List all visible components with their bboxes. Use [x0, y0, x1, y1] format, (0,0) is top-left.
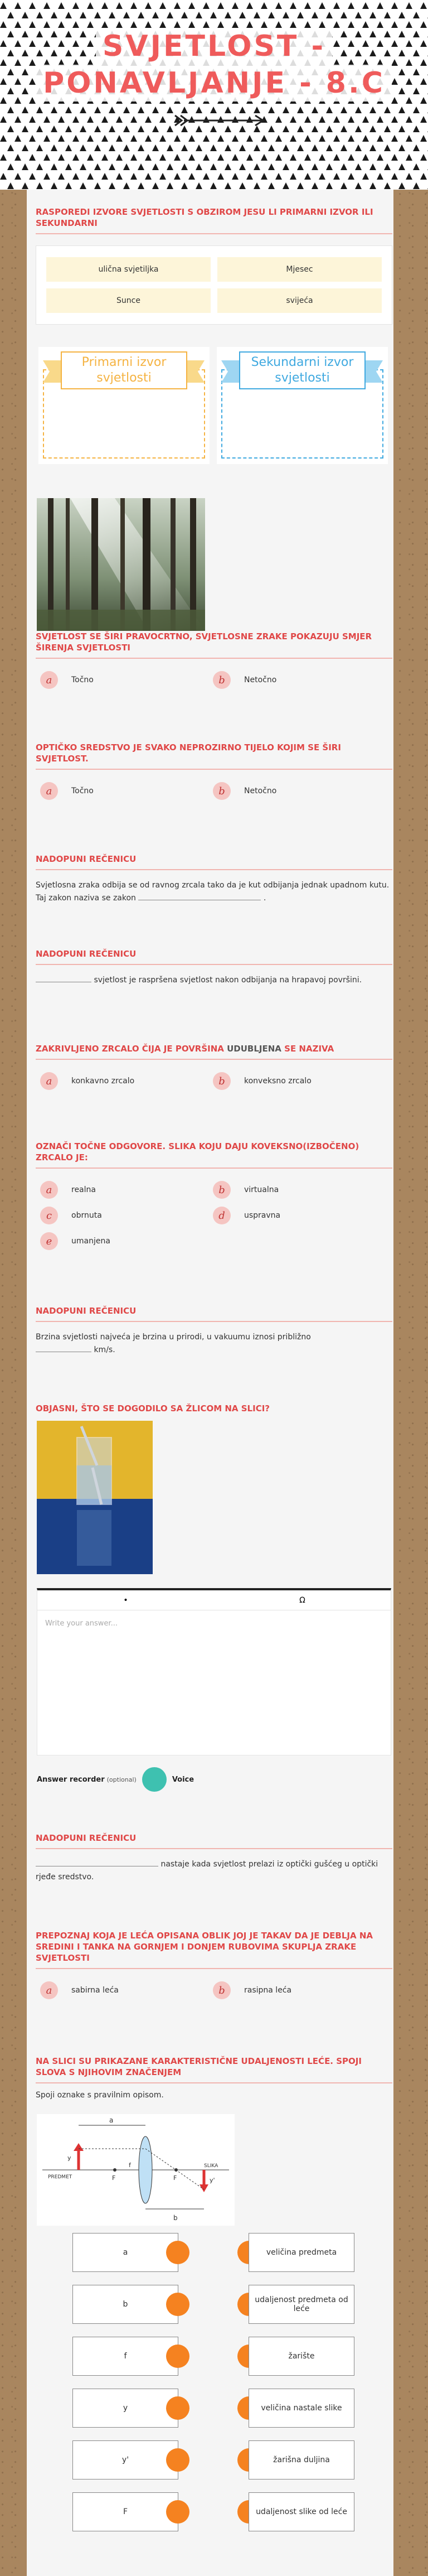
question-text	[36, 974, 392, 987]
text-before: Brzina svjetlosti najveća je brzina u prirodi, u vakuumu iznosi približno	[36, 1333, 311, 1342]
bucket-primary[interactable]	[38, 347, 210, 464]
match-left-dot[interactable]	[166, 2396, 189, 2420]
bullet-list-icon[interactable]: •	[123, 1595, 128, 1605]
option-badge: c	[40, 1207, 58, 1224]
question-title: NADOPUNI REČENICU	[36, 853, 392, 870]
question-title: PREPOZNAJ KOJA JE LEĆA OPISANA OBLIK JOJ JE TAKAV DA JE DEBLJA NA SREDINI I TANKA NA GORNJEM I DONJEM RUBOVIMA SKUPLJA ZRAKE SVJETLOSTI	[36, 1930, 392, 1969]
match-right-item[interactable]: udaljenost predmeta od leće	[249, 2285, 354, 2324]
blank-input[interactable]	[36, 975, 91, 982]
match-left-dot[interactable]	[166, 2500, 189, 2524]
blank-input[interactable]	[36, 1344, 91, 1352]
diagram-label-f2: F	[173, 2174, 177, 2182]
bucket-secondary[interactable]	[217, 347, 388, 464]
option-badge: a	[40, 671, 58, 689]
question-title	[36, 1043, 392, 1060]
question-title: NADOPUNI REČENICU	[36, 1832, 392, 1849]
diagram-label-f: f	[129, 2162, 131, 2169]
option-badge: a	[40, 1072, 58, 1090]
recorder-label: Answer recorder	[37, 1775, 105, 1784]
option-b[interactable]	[208, 1979, 381, 2001]
question-text	[36, 1331, 392, 1357]
option-badge: b	[213, 1181, 231, 1199]
option-a[interactable]	[36, 1179, 208, 1201]
question-title: NADOPUNI REČENICU	[36, 1305, 392, 1322]
question-fill-2	[36, 948, 392, 987]
diagram-label-predmet: PREDMET	[48, 2174, 72, 2180]
title-before: ZAKRIVLJENO ZRCALO ČIJA JE POVRŠINA	[36, 1044, 227, 1054]
option-badge: a	[40, 782, 58, 800]
match-left-dot[interactable]	[166, 2293, 189, 2316]
option-a[interactable]	[36, 669, 208, 691]
option-badge: b	[213, 671, 231, 689]
option-a[interactable]	[36, 1979, 208, 2001]
diagram-label-f1: F	[112, 2174, 116, 2182]
question-title: OZNAČI TOČNE ODGOVORE. SLIKA KOJU DAJU KOVEKSNO(IZBOČENO) ZRCALO JE:	[36, 1141, 392, 1169]
option-label: realna	[71, 1185, 96, 1194]
page-title-line2: PONAVLJANJE - 8.C	[36, 65, 392, 102]
question-title: NA SLICI SU PRIKAZANE KARAKTERISTIČNE UDALJENOSTI LEĆE. SPOJI SLOVA S NJIHOVIM ZNAČENJEM	[36, 2056, 392, 2083]
option-label: Netočno	[244, 676, 277, 684]
match-left-dot[interactable]	[166, 2241, 189, 2264]
question-fill-3	[36, 1305, 392, 1357]
sort-item[interactable]: Mjesec	[217, 257, 382, 282]
match-left-item[interactable]: f	[72, 2337, 178, 2376]
special-chars-icon[interactable]: Ω	[299, 1595, 305, 1605]
sort-item[interactable]: Sunce	[46, 288, 211, 313]
text-after: nastaje kada svjetlost prelazi iz optički gušćeg u optički rjeđe sredstvo.	[36, 1860, 378, 1882]
match-left-dot[interactable]	[166, 2448, 189, 2472]
match-left-item[interactable]: y	[72, 2389, 178, 2428]
option-b[interactable]	[208, 1070, 381, 1092]
option-badge: b	[213, 1981, 231, 1999]
option-badge: e	[40, 1232, 58, 1250]
title-box	[0, 28, 428, 102]
question-true-false-1	[36, 631, 392, 691]
option-d[interactable]	[208, 1204, 381, 1227]
option-label: konveksno zrcalo	[244, 1077, 312, 1086]
option-badge: b	[213, 782, 231, 800]
question-sort	[36, 206, 392, 325]
option-a[interactable]	[36, 780, 208, 802]
match-right-item[interactable]: žarišna duljina	[249, 2440, 354, 2479]
sort-items-box	[36, 245, 392, 325]
diagram-label-slika: SLIKA	[204, 2163, 218, 2169]
spoon-glass-image	[37, 1421, 153, 1574]
option-badge: a	[40, 1181, 58, 1199]
bucket-primary-label: Primarni izvor svjetlosti	[61, 351, 187, 389]
answer-recorder	[37, 1767, 194, 1792]
option-label: rasipna leća	[244, 1986, 292, 1995]
match-right-item[interactable]: veličina nastale slike	[249, 2389, 354, 2428]
sort-item[interactable]: ulična svjetiljka	[46, 257, 211, 282]
option-b[interactable]	[208, 1179, 381, 1201]
text-before: Svjetlosna zraka odbija se od ravnog zrcala tako da je kut odbijanja jednak upadnom kutu. Taj zakon naziva se zakon	[36, 881, 390, 903]
match-left-dot[interactable]	[166, 2345, 189, 2368]
title-after: SE NAZIVA	[281, 1044, 334, 1054]
lens-diagram	[37, 2114, 235, 2226]
option-b[interactable]	[208, 669, 381, 691]
match-left-item[interactable]: a	[72, 2233, 178, 2272]
option-label: Točno	[71, 676, 94, 684]
match-right-item[interactable]: udaljenost slike od leće	[249, 2492, 354, 2531]
blank-input[interactable]	[36, 1859, 158, 1866]
diagram-label-y: y	[67, 2154, 71, 2162]
sort-item[interactable]: svijeća	[217, 288, 382, 313]
option-label: virtualna	[244, 1185, 279, 1194]
option-badge: d	[213, 1207, 231, 1224]
diagram-label-y2: y'	[210, 2177, 215, 2184]
arrow-decoration-icon	[173, 114, 268, 127]
page-title-line1: SVJETLOST -	[96, 28, 332, 65]
option-label: Netočno	[244, 787, 277, 795]
option-label: obrnuta	[71, 1211, 102, 1220]
forest-image	[37, 498, 205, 631]
option-badge: b	[213, 1072, 231, 1090]
option-label: Točno	[71, 787, 94, 795]
question-text	[36, 879, 392, 905]
option-a[interactable]	[36, 1070, 208, 1092]
question-true-false-2	[36, 742, 392, 802]
question-lens-type	[36, 1930, 392, 2001]
question-title: OBJASNI, ŠTO SE DOGODILO SA ŽLICOM NA SLICI?	[36, 1403, 270, 1414]
match-left-item[interactable]: F	[72, 2492, 178, 2531]
question-instruction: Spoji oznake s pravilnim opisom.	[36, 2091, 164, 2100]
option-label: umanjena	[71, 1237, 110, 1246]
text-after: svjetlost je raspršena svjetlost nakon odbijanja na hrapavoj površini.	[94, 976, 362, 985]
question-fill-1	[36, 853, 392, 905]
recorder-voice: Voice	[172, 1775, 194, 1784]
text-after: km/s.	[94, 1345, 115, 1354]
question-multi-select	[36, 1141, 392, 1252]
question-text	[36, 1858, 392, 1884]
editor-toolbar	[37, 1590, 391, 1610]
option-label: uspravna	[244, 1211, 281, 1220]
match-left-item[interactable]: y'	[72, 2440, 178, 2479]
match-right-item[interactable]: žarište	[249, 2337, 354, 2376]
option-label: konkavno zrcalo	[71, 1077, 135, 1086]
question-title: SVJETLOST SE ŠIRI PRAVOCRTNO, SVJETLOSNE ZRAKE POKAZUJU SMJER ŠIRENJA SVJETLOSTI	[36, 631, 392, 659]
answer-editor[interactable]	[37, 1588, 391, 1755]
match-right-item[interactable]: veličina predmeta	[249, 2233, 354, 2272]
match-left-item[interactable]: b	[72, 2285, 178, 2324]
answer-placeholder[interactable]: Write your answer...	[45, 1619, 118, 1628]
question-match	[36, 2056, 392, 2102]
recorder-optional: (optional)	[106, 1776, 137, 1783]
diagram-label-a: a	[109, 2116, 114, 2124]
option-b[interactable]	[208, 780, 381, 802]
question-mirror-type	[36, 1043, 392, 1092]
bucket-secondary-label: Sekundarni izvor svjetlosti	[239, 351, 366, 389]
header-banner	[0, 0, 428, 190]
option-label: sabirna leća	[71, 1986, 119, 1995]
blank-input[interactable]	[138, 893, 261, 900]
question-title: OPTIČKO SREDSTVO JE SVAKO NEPROZIRNO TIJELO KOJIM SE ŠIRI SVJETLOST.	[36, 742, 392, 770]
option-e[interactable]	[36, 1230, 208, 1252]
diagram-label-b: b	[173, 2214, 178, 2222]
record-voice-button[interactable]	[142, 1767, 167, 1792]
question-title: NADOPUNI REČENICU	[36, 948, 392, 965]
question-open-ended	[36, 1403, 392, 1419]
title-highlight: UDUBLJENA	[227, 1044, 281, 1054]
text-after: .	[263, 894, 266, 903]
question-title: RASPOREDI IZVORE SVJETLOSTI S OBZIROM JESU LI PRIMARNI IZVOR ILI SEKUNDARNI	[36, 206, 392, 234]
option-c[interactable]	[36, 1204, 208, 1227]
question-fill-4	[36, 1832, 392, 1884]
option-badge: a	[40, 1981, 58, 1999]
